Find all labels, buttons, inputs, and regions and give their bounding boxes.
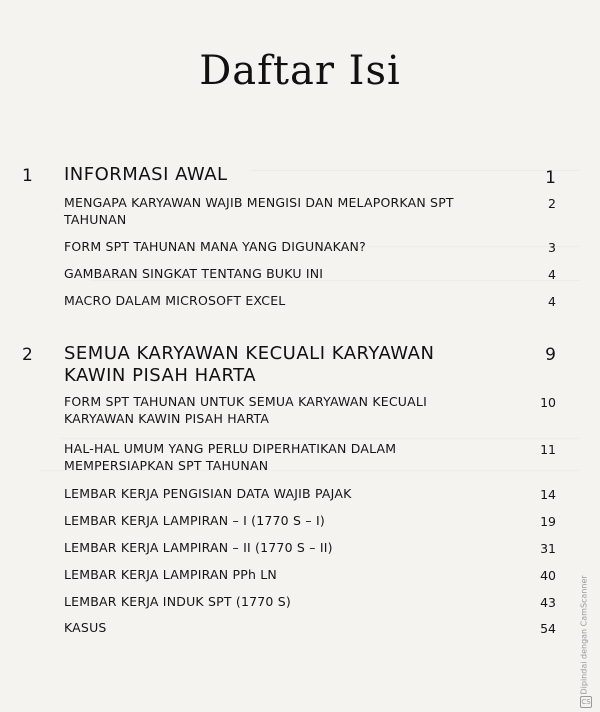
toc-entry-page: 40 — [540, 568, 556, 583]
toc-entry: FORM SPT TAHUNAN MANA YANG DIGUNAKAN? — [64, 239, 366, 254]
toc-entry-page: 31 — [540, 541, 556, 556]
toc-entry: LEMBAR KERJA LAMPIRAN – II (1770 S – II) — [64, 540, 333, 555]
toc-entry-page: 14 — [540, 487, 556, 502]
toc-entry-page: 2 — [548, 196, 556, 211]
chapter-number: 2 — [22, 345, 33, 365]
toc-entry: MACRO DALAM MICROSOFT EXCEL — [64, 293, 286, 308]
toc-entry-page: 11 — [540, 442, 556, 457]
toc-entry: LEMBAR KERJA LAMPIRAN – I (1770 S – I) — [64, 513, 325, 528]
toc-entry: LEMBAR KERJA LAMPIRAN PPh LN — [64, 567, 277, 582]
toc-entry: FORM SPT TAHUNAN UNTUK SEMUA KARYAWAN KECUALI KARYAWAN KAWIN PISAH HARTA — [64, 394, 427, 426]
toc-entry: KASUS — [64, 620, 107, 635]
toc-entry: HAL-HAL UMUM YANG PERLU DIPERHATIKAN DALAM MEMPERSIAPKAN SPT TAHUNAN — [64, 441, 397, 473]
page-title: Daftar Isi — [199, 48, 401, 94]
chapter-page-number: 1 — [545, 168, 556, 188]
toc-entry: LEMBAR KERJA PENGISIAN DATA WAJIB PAJAK — [64, 486, 352, 501]
scanner-watermark-text: Dipindai dengan CamScanner — [579, 575, 589, 695]
toc-entry: GAMBARAN SINGKAT TENTANG BUKU INI — [64, 266, 324, 281]
toc-entry: LEMBAR KERJA INDUK SPT (1770 S) — [64, 594, 291, 609]
chapter-number: 1 — [22, 166, 33, 186]
toc-entry: MENGAPA KARYAWAN WAJIB MENGISI DAN MELAPORKAN SPT TAHUNAN — [64, 195, 454, 227]
toc-entry-page: 3 — [548, 240, 556, 255]
camscanner-logo-icon: CS — [581, 698, 591, 706]
toc-entry-page: 43 — [540, 595, 556, 610]
toc-entry-page: 4 — [548, 267, 556, 282]
toc-entry-page: 19 — [540, 514, 556, 529]
toc-entry-page: 4 — [548, 294, 556, 309]
scanner-watermark — [576, 530, 596, 710]
chapter-page-number: 9 — [545, 345, 556, 365]
chapter-title: INFORMASI AWAL — [64, 164, 228, 185]
toc-entry-page: 54 — [540, 621, 556, 636]
chapter-title: SEMUA KARYAWAN KECUALI KARYAWAN KAWIN PISAH HARTA — [64, 343, 435, 386]
toc-entry-page: 10 — [540, 395, 556, 410]
